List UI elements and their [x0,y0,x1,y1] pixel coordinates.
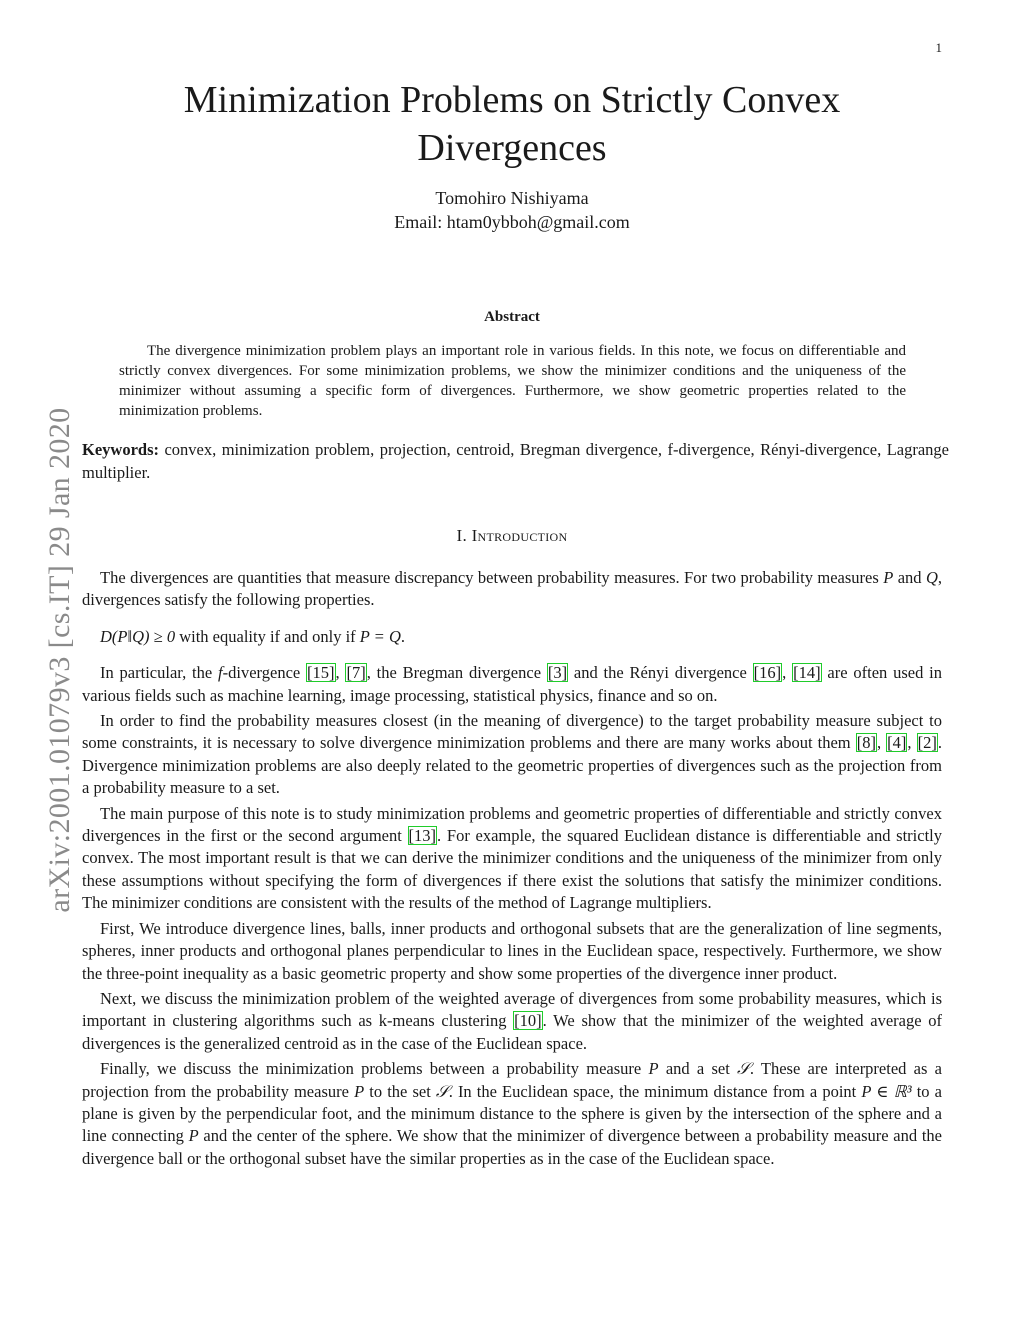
author-email[interactable]: Email: htam0ybboh@gmail.com [394,212,630,232]
math-expression: D(P‖Q) ≥ 0 [100,626,176,646]
text: In order to find the probability measures closest (in the meaning of divergence) to the target probability measure subject to some constraints, it is necessary to solve divergence minimization problems and there are many works about them [82,711,942,753]
text: , [335,663,346,683]
section-heading-introduction [0,526,1024,546]
math-var: P [883,568,894,587]
text: and [893,568,926,587]
text: , [782,663,793,683]
text: to a plane is given by the perpendicular foot, and the minimum distance to the sphere is given by the intersection of the sphere and a line connecting [82,1081,942,1146]
text: Finally, we discuss the minimization problems between a probability measure [100,1059,649,1079]
citation-link[interactable]: [4] [887,733,907,753]
text: . For example, the squared Euclidean distance is differentiable and strictly convex. The most important result is that we can derive the minimizer conditions and the uniqueness of the minimizer from only these assumptions without specifying the form of divergences if there exist the solutions that satisfy the minimizer conditions. The minimizer conditions are consistent with the results of the method of Lagrange multipliers. [82,826,942,913]
math-var: f [218,663,223,683]
math-expression: P ∈ ℝ³ [861,1081,912,1101]
keywords-text: convex, minimization problem, projection, centroid, Bregman divergence, f-divergence, Rényi-divergence, Lagrange multiplier. [82,440,949,482]
math-var: 𝒮 [435,1081,449,1101]
paragraph-6 [82,988,942,1055]
paper-title: Minimization Problems on Strictly Convex Divergences [183,79,841,169]
text: . [400,626,405,646]
paragraph-5: First, We introduce divergence lines, balls, inner products and orthogonal subsets that are the generalization of line segments, spheres, inner products and orthogonal planes perpendicular to lines in the Euclidean space, respectively. Furthermore, we show the three-point inequality as a basic geometric property and show some properties of the divergence inner product. [82,918,942,983]
section-number: I. [456,526,472,545]
citation-link[interactable]: [3] [547,663,568,683]
abstract-text: The divergence minimization problem plays an important role in various fields. In this note, we focus on differentiable and strictly convex divergences. For some minimization problems, we show the minimizer conditions and the uniqueness of the minimizer without assuming a specific form of divergences. Furthermore, we show geometric properties related to the minimization problems. [119,343,906,419]
divergence-property [100,626,942,648]
keywords-label: Keywords: [82,440,159,459]
abstract-heading: Abstract [484,309,540,325]
text: and the center of the sphere. We show that the minimizer of divergence between a probability measure and the divergence ball or the orthogonal subset have the similar properties as in the case of the Euclidean space. [82,1126,942,1168]
text: are often used in various fields such as machine learning, image processing, statistical physics, finance and so on. [82,663,943,705]
body-text [82,567,942,1173]
text: and the Rényi divergence [568,663,753,683]
text: and a set [658,1059,738,1079]
text: Next, we discuss the minimization problem of the weighted average of divergences from some probability measures, which is important in clustering algorithms such as k-means clustering [82,988,942,1031]
citation-link[interactable]: [16] [753,663,782,683]
citation-link[interactable]: [8] [856,733,876,753]
arxiv-identifier[interactable]: arXiv:2001.01079v3 [cs.IT] 29 Jan 2020 [43,407,76,913]
text: -divergence [222,663,307,683]
paragraph-1 [82,567,942,612]
author-block [0,186,1024,234]
citation-link[interactable]: [10] [514,1011,542,1031]
section-title-rest: ntroduction [477,526,568,545]
math-var: P [648,1059,659,1079]
text: . In the Euclidean space, the minimum distance from a point [448,1081,862,1101]
citation-link[interactable]: [14] [793,663,821,683]
paragraph-7 [82,1058,942,1170]
section-title-initial: I [471,526,478,545]
text: . These are interpreted as a projection from the probability measure [82,1059,942,1101]
text: The divergences are quantities that measure discrepancy between probability measures. For two probability measures [100,568,884,587]
math-var: Q [925,568,938,587]
paragraph-2 [82,662,942,707]
text: , [876,733,887,753]
page-number: 1 [935,40,942,55]
citation-link[interactable]: [15] [307,663,335,683]
text: , the Bregman divergence [366,663,547,683]
text: , [907,733,917,753]
math-expression: P = Q [359,626,401,646]
citation-link[interactable]: [7] [346,663,366,683]
keywords [82,439,949,484]
author-name: Tomohiro Nishiyama [435,188,589,208]
math-var: P [354,1081,365,1101]
text: to the set [364,1081,436,1101]
text: The main purpose of this note is to study minimization problems and geometric properties of differentiable and strictly convex divergences in the first or the second argument [82,803,942,846]
math-var: 𝒮 [737,1059,750,1079]
paragraph-4 [82,803,942,915]
paragraph-3 [82,710,942,800]
text: In particular, the [100,663,219,683]
text: with equality if and only if [175,626,360,646]
citation-link[interactable]: [2] [917,733,937,753]
text: . Divergence minimization problems are also deeply related to the geometric properties of divergences such as the projection from a probability measure to a set. [82,733,942,798]
math-var: P [188,1126,199,1146]
text: . We show that the minimizer of the weighted average of divergences is the generalized centroid as in the case of the Euclidean space. [82,1011,942,1053]
text: , divergences satisfy the following properties. [82,568,943,610]
citation-link[interactable]: [13] [408,826,437,846]
